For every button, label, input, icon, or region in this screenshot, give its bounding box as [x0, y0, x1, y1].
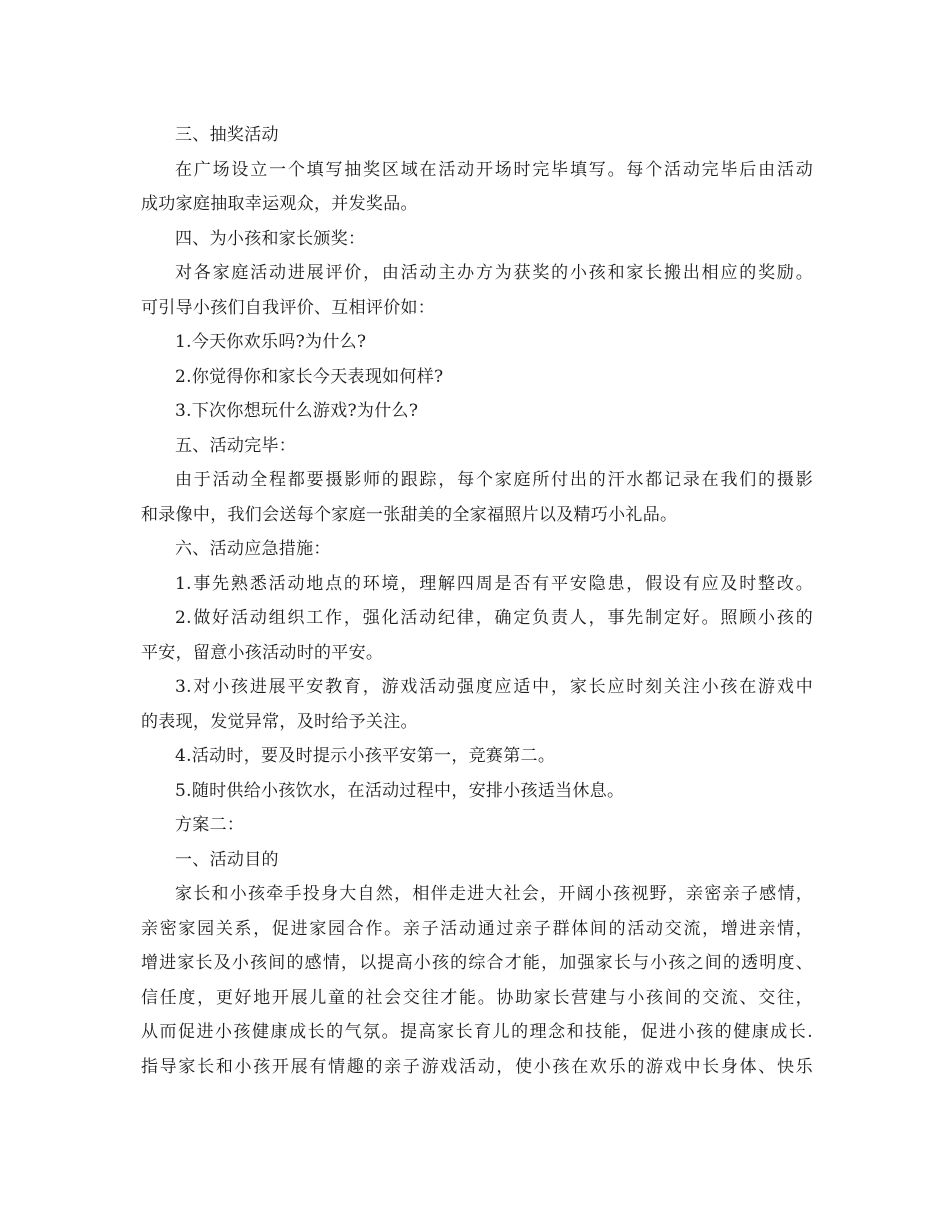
text-line: 1.今天你欢乐吗?为什么? [175, 332, 367, 352]
text-line: 增进家长及小孩间的感情，以提高小孩的综合才能，加强家长与小孩之间的透明度、 [141, 953, 813, 973]
text-line: 在广场设立一个填写抽奖区域在活动开场时完毕填写。每个活动完毕后由活动 [175, 159, 813, 180]
text-line: 1.事先熟悉活动地点的环境，理解四周是否有平安隐患，假设有应及时整改。 [175, 573, 813, 594]
text-line: 由于活动全程都要摄影师的跟踪，每个家庭所付出的汗水都记录在我们的摄影 [175, 470, 813, 490]
text-line: 从而促进小孩健康成长的气氛。提高家长育儿的理念和技能，促进小孩的健康成长. [141, 1022, 813, 1042]
text-line: 5.随时供给小孩饮水，在活动过程中，安排小孩适当休息。 [175, 780, 625, 801]
text-line: 和录像中，我们会送每个家庭一张甜美的全家福照片以及精巧小礼品。 [141, 504, 678, 525]
text-line: 可引导小孩们自我评价、互相评价如： [141, 297, 436, 318]
text-line: 指导家长和小孩开展有情趣的亲子游戏活动，使小孩在欢乐的游戏中长身体、快乐 [141, 1056, 813, 1077]
text-line: 三、抽奖活动 [175, 125, 279, 145]
text-line: 成功家庭抽取幸运观众，并发奖品。 [141, 194, 418, 214]
text-line: 一、活动目的 [175, 849, 279, 870]
text-line: 2.做好活动组织工作，强化活动纪律，确定负责人，事先制定好。照顾小孩的 [175, 608, 813, 628]
text-line: 的表现，发觉异常，及时给予关注。 [141, 711, 418, 732]
text-line: 信任度，更好地开展儿童的社会交往才能。协助家长营建与小孩间的交流、交往， [141, 987, 813, 1008]
text-line: 4.活动时，要及时提示小孩平安第一，竞赛第二。 [175, 746, 556, 766]
text-line: 3.下次你想玩什么游戏?为什么? [175, 401, 419, 421]
document-body [141, 118, 813, 1084]
text-line: 对各家庭活动进展评价，由活动主办方为获奖的小孩和家长搬出相应的奖励。 [175, 263, 813, 283]
text-line: 2.你觉得你和家长今天表现如何样? [175, 366, 444, 387]
text-line: 方案二： [175, 815, 245, 835]
text-line: 平安，留意小孩活动时的平安。 [141, 642, 384, 663]
text-line: 3.对小孩进展平安教育，游戏活动强度应适中，家长应时刻关注小孩在游戏中 [175, 677, 813, 697]
text-line: 六、活动应急措施： [175, 539, 331, 559]
text-line: 五、活动完毕： [175, 435, 297, 456]
text-line: 四、为小孩和家长颁奖： [175, 228, 366, 249]
text-line: 家长和小孩牵手投身大自然，相伴走进大社会，开阔小孩视野，亲密亲子感情， [175, 884, 813, 904]
text-line: 亲密家园关系，促进家园合作。亲子活动通过亲子群体间的活动交流，增进亲情， [141, 918, 813, 939]
